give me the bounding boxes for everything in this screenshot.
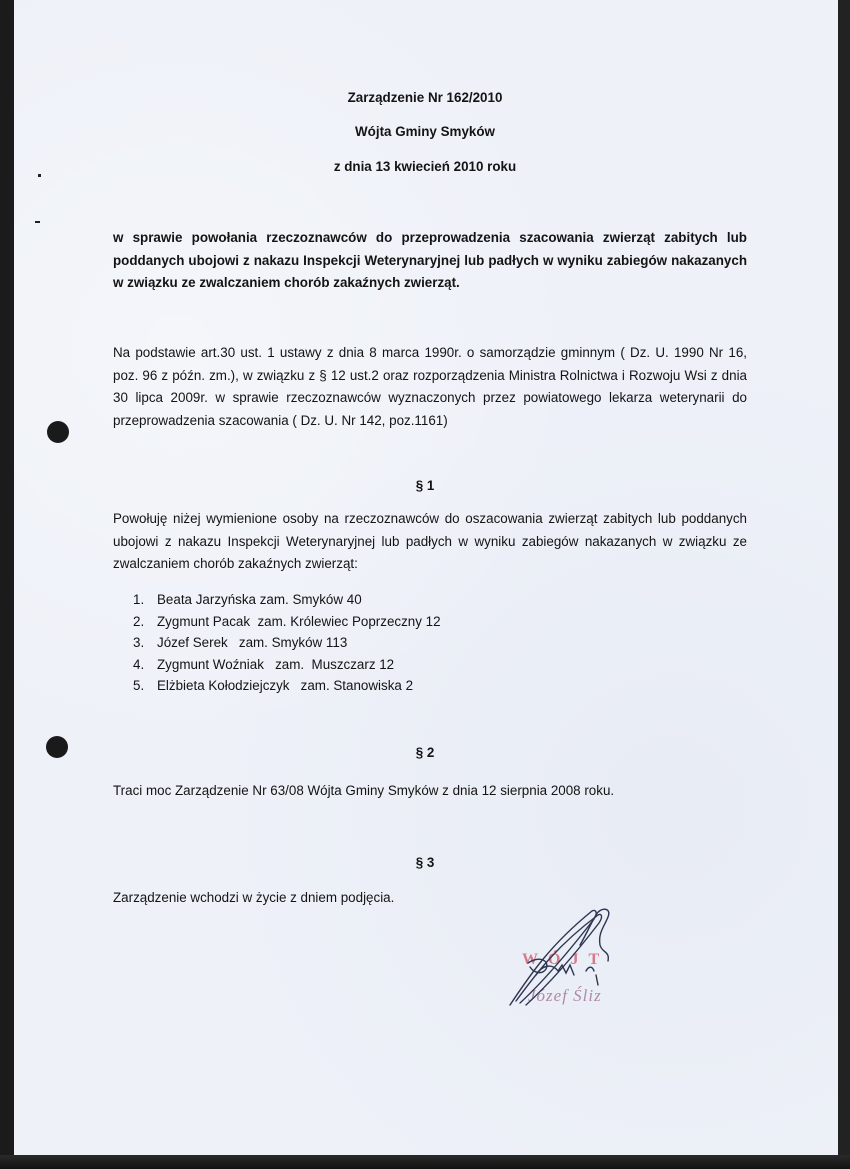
punch-hole-top (47, 421, 69, 443)
scan-speck (38, 174, 41, 177)
section-3-text: Zarządzenie wchodzi w życie z dniem podjęcia. (113, 890, 395, 905)
list-item (133, 611, 441, 633)
section-3-heading: § 3 (415, 855, 435, 870)
list-item-number: 1. (133, 592, 145, 607)
decree-date: z dnia 13 kwiecień 2010 roku (333, 159, 517, 174)
list-item-text: Zygmunt Woźniak zam. Muszczarz 12 (157, 656, 395, 672)
handwritten-signature (500, 905, 650, 1015)
list-item-text: Józef Serek zam. Smyków 113 (157, 635, 348, 650)
appointees-list (133, 589, 441, 697)
list-item (133, 675, 441, 697)
legal-basis: Na podstawie art.30 ust. 1 ustawy z dnia 8 marca 1990r. o samorządzie gminnym ( Dz. U. 1990 Nr 16, poz. 96 z późn. zm.), w związku z § 12 ust.2 oraz rozporządzenia Ministra Rolnictwa i Rozwoju Wsi z dnia 30 lipca 2009r. w sprawie rzeczoznawców wyznaczonych przez powiatowego lekarza weterynarii do przeprowadzenia szacowania ( Dz. U. Nr 142, poz.1161) (113, 345, 747, 428)
decree-issuer: Wójta Gminy Smyków (355, 124, 495, 139)
list-item-number: 3. (133, 635, 145, 650)
scan-speck (35, 221, 40, 223)
stamp-title: WÓJT (522, 951, 610, 968)
section-2-heading: § 2 (415, 745, 435, 760)
list-item-text: Zygmunt Pacak zam. Królewiec Poprzeczny 12 (157, 613, 441, 629)
list-item-number: 2. (133, 613, 145, 629)
section-1-heading: § 1 (415, 478, 435, 493)
list-item-text: Beata Jarzyńska zam. Smyków 40 (157, 592, 362, 607)
list-item (133, 654, 441, 676)
scan-bottom-edge (0, 1155, 850, 1169)
list-item (133, 589, 441, 611)
decree-subject: w sprawie powołania rzeczoznawców do przeprowadzenia szacowania zwierząt zabitych lub poddanych ubojowi z nakazu Inspekcji Weterynaryjnej lub padłych w wyniku zabiegów nakazanych w związku ze zwalczaniem chorób zakaźnych zwierząt. (113, 230, 747, 290)
section-2-text: Traci moc Zarządzenie Nr 63/08 Wójta Gminy Smyków z dnia 12 sierpnia 2008 roku. (113, 783, 615, 798)
list-item-number: 4. (133, 656, 145, 672)
decree-title: Zarządzenie Nr 162/2010 (347, 90, 503, 105)
scan-right-edge (838, 0, 850, 1169)
stamp-name: Józef Śliz (528, 986, 602, 1005)
section-1-text: Powołuję niżej wymienione osoby na rzeczoznawców do oszacowania zwierząt zabitych lub poddanych ubojowi z nakazu Inspekcji Weterynaryjnej lub padłych w wyniku zabiegów nakazanych w związku ze zwalczaniem chorób zakaźnych zwierząt: (113, 511, 747, 571)
list-item-number: 5. (133, 678, 145, 693)
list-item (133, 632, 441, 654)
list-item-text: Elżbieta Kołodziejczyk zam. Stanowiska 2 (157, 678, 414, 693)
